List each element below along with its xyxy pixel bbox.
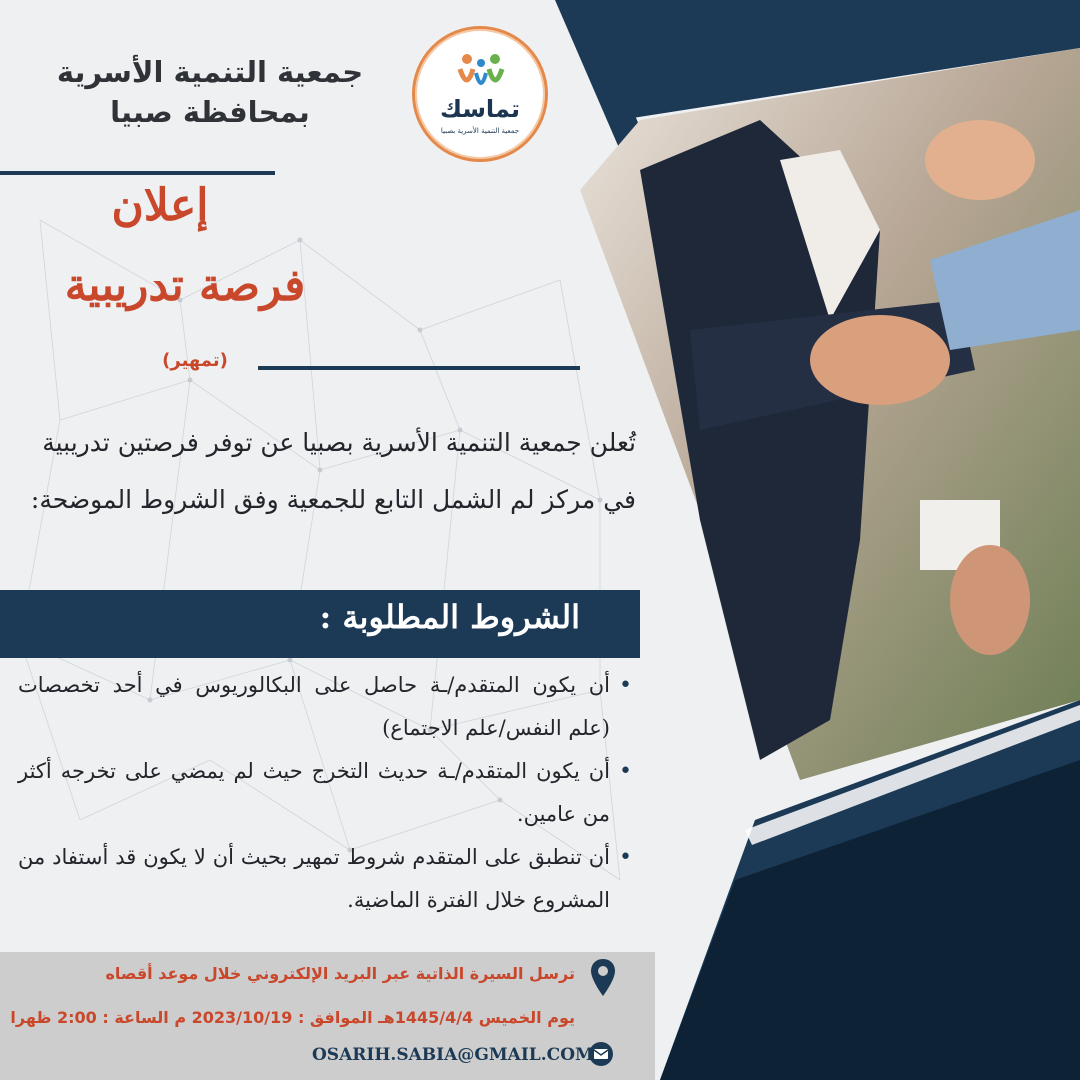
organization-name	[40, 52, 380, 132]
conditions-list	[18, 664, 632, 922]
organization-logo	[412, 26, 548, 162]
bullet-icon: •	[619, 845, 632, 870]
list-item	[18, 664, 632, 750]
bullet-icon: •	[619, 759, 632, 784]
list-item	[18, 750, 632, 836]
program-divider	[258, 366, 580, 370]
list-item	[18, 836, 632, 922]
condition-text: أن يكون المتقدم/ـة حاصل على البكالوريوس في أحد تخصصات (علم النفس/علم الاجتماع)	[18, 673, 610, 740]
deadline-instruction: ترسل السيرة الذاتية عبر البريد الإلكتروني خلال موعد أقصاه	[105, 964, 575, 983]
conditions-heading: الشروط المطلوبة :	[319, 598, 580, 636]
logo-people-icon	[455, 51, 507, 95]
organization-name-line2: بمحافظة صبيا	[110, 95, 310, 129]
condition-text: أن يكون المتقدم/ـة حديث التخرج حيث لم يمضي على تخرجه أكثر من عامين.	[18, 759, 610, 826]
condition-text: أن تنطبق على المتقدم شروط تمهير بحيث أن لا يكون قد أستفاد من المشروع خلال الفترة الماضية.	[18, 845, 610, 912]
footer-panel	[0, 952, 655, 1080]
location-pin-icon	[590, 958, 616, 998]
header-divider	[0, 171, 275, 175]
bullet-icon: •	[619, 673, 632, 698]
conditions-heading-bar	[0, 590, 640, 658]
organization-name-line1: جمعية التنمية الأسرية	[56, 55, 364, 89]
deadline-date: يوم الخميس 1445/4/4هـ الموافق : 2023/10/19 م الساعة : 2:00 ظهرا	[10, 1008, 575, 1027]
logo-wordmark: تماسك	[439, 95, 521, 123]
contact-email-link[interactable]: OSARIH.SABIA@GMAIL.COM	[312, 1045, 594, 1065]
program-label: (تمهير)	[162, 350, 228, 371]
logo-subtitle: جمعية التنمية الأسرية بصبيا	[440, 127, 520, 135]
intro-paragraph: تُعلن جمعية التنمية الأسرية بصبيا عن توفر فرصتين تدريبية في مركز لم الشمل التابع للجمعية وفق الشروط الموضحة:	[30, 428, 636, 514]
announcement-title: إعلان	[111, 180, 209, 231]
announcement-subtitle: فرصة تدريبية	[64, 260, 306, 311]
